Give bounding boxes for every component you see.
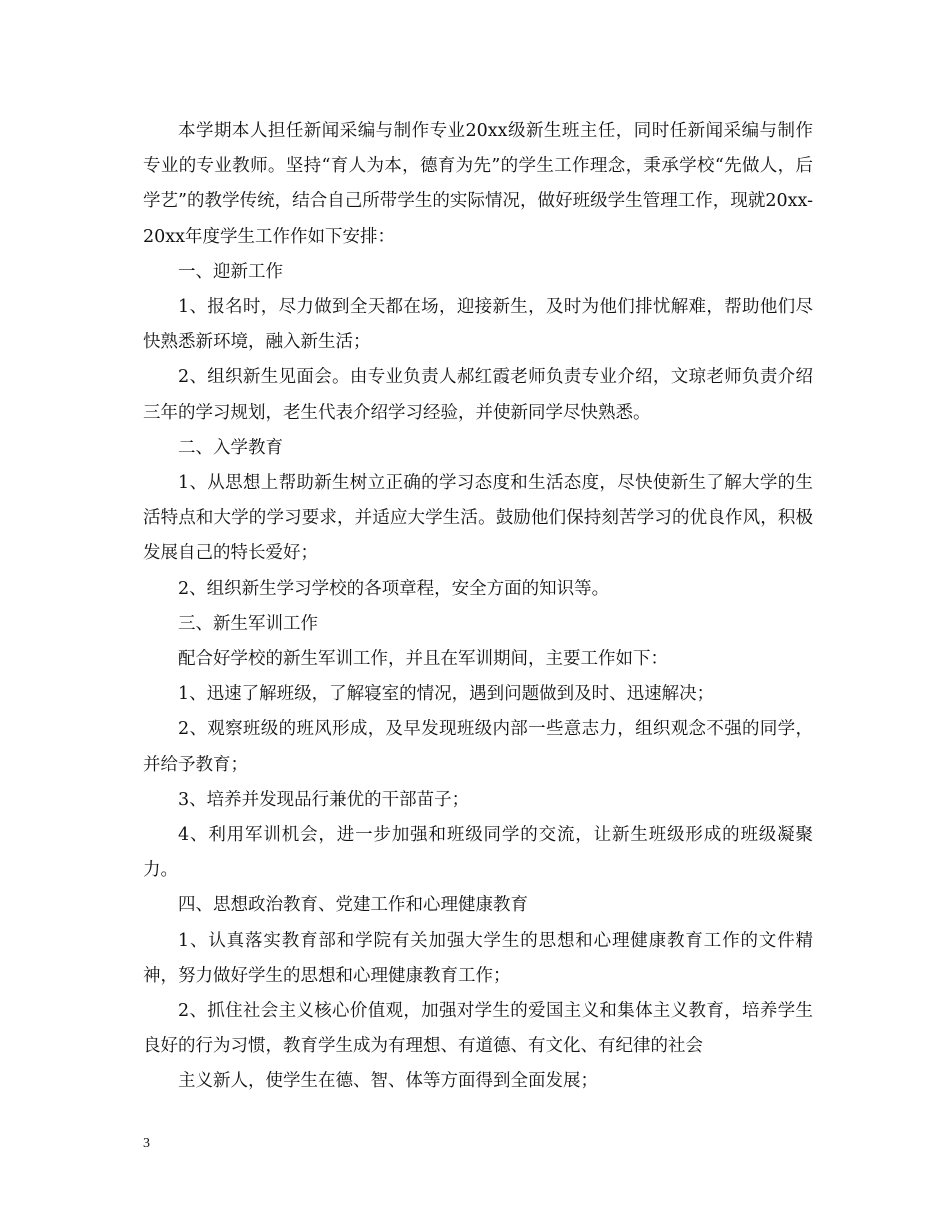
paragraph-4-2-continued: 主义新人，使学生在德、智、体等方面得到全面发展； [178, 1071, 598, 1092]
document-body [143, 114, 813, 1100]
paragraph-1-1: 1、报名时，尽力做到全天都在场，迎接新生，及时为他们排忧解难，帮助他们尽快熟悉新环境，融入新生活； [143, 297, 813, 353]
paragraph-2-1: 1、从思想上帮助新生树立正确的学习态度和生活态度，尽快使新生了解大学的生活特点和大学的学习要求，并适应大学生活。鼓励他们保持刻苦学习的优良作风，积极发展自己的特长爱好； [143, 473, 813, 564]
paragraph-3-1: 1、迅速了解班级，了解寝室的情况，遇到问题做到及时、迅速解决； [178, 684, 715, 705]
paragraph-2-2: 2、组织新生学习学校的各项章程，安全方面的知识等。 [178, 578, 610, 599]
paragraph-3-2: 2、观察班级的班风形成，及早发现班级内部一些意志力，组织观念不强的同学，并给予教育； [143, 719, 813, 775]
section-heading-1: 一、迎新工作 [178, 261, 283, 282]
intro-paragraph: 本学期本人担任新闻采编与制作专业20xx级新生班主任，同时任新闻采编与制作专业的专业教师。坚持“育人为本，德育为先”的学生工作理念，秉承学校“先做人，后学艺”的教学传统，结合自己所带学生的实际情况，做好班级学生管理工作，现就20xx-20xx年度学生工作作如下安排： [143, 121, 813, 247]
paragraph-1-2: 2、组织新生见面会。由专业负责人郝红霞老师负责专业介绍，文琼老师负责介绍三年的学习规划，老生代表介绍学习经验，并使新同学尽快熟悉。 [143, 367, 813, 423]
section-heading-4: 四、思想政治教育、党建工作和心理健康教育 [178, 895, 528, 916]
paragraph-3-3: 3、培养并发现品行兼优的干部苗子； [178, 789, 470, 810]
section-heading-3: 三、新生军训工作 [178, 613, 318, 634]
paragraph-3-intro: 配合好学校的新生军训工作，并且在军训期间，主要工作如下： [178, 649, 668, 670]
section-heading-2: 二、入学教育 [178, 437, 283, 458]
page-number: 3 [143, 1136, 150, 1151]
paragraph-4-2: 2、抓住社会主义核心价值观，加强对学生的爱国主义和集体主义教育，培养学生良好的行为习惯，教育学生成为有理想、有道德、有文化、有纪律的社会 [143, 1001, 813, 1057]
paragraph-4-1: 1、认真落实教育部和学院有关加强大学生的思想和心理健康教育工作的文件精神，努力做好学生的思想和心理健康教育工作； [143, 930, 813, 986]
paragraph-3-4: 4、利用军训机会，进一步加强和班级同学的交流，让新生班级形成的班级凝聚力。 [143, 825, 813, 881]
